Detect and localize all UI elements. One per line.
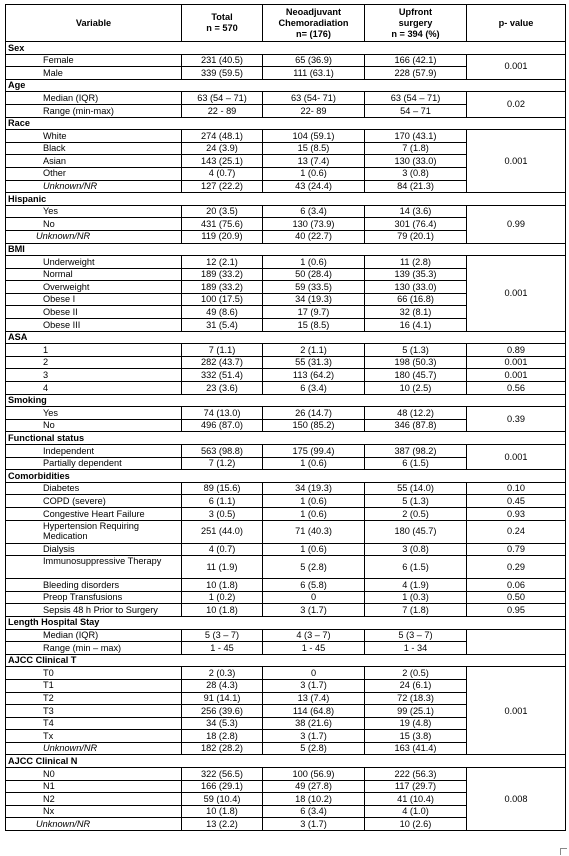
row-label: Dialysis: [6, 543, 182, 556]
cell-total: 182 (28.2): [182, 742, 263, 755]
row-label: Sepsis 48 h Prior to Surgery: [6, 604, 182, 617]
cell-pvalue: 0.95: [467, 604, 566, 617]
cell-neoadjuvant: 15 (8.5): [263, 319, 365, 332]
section-row: [6, 616, 566, 629]
cell-total: 28 (4.3): [182, 679, 263, 692]
cell-total: 189 (33.2): [182, 281, 263, 294]
cell-total: 24 (3.9): [182, 142, 263, 155]
cell-total: 10 (1.8): [182, 805, 263, 818]
header-row: [6, 5, 566, 42]
section-title: ASA: [6, 331, 566, 344]
section-title: Sex: [6, 42, 566, 55]
cell-upfront: 41 (10.4): [365, 793, 467, 806]
cell-upfront: 5 (3 – 7): [365, 629, 467, 642]
cell-total: 1 - 45: [182, 642, 263, 655]
header-neoadjuvant: [263, 5, 365, 42]
header-neo-line3: n= (176): [296, 28, 331, 39]
section-title: Functional status: [6, 432, 566, 445]
cell-upfront: 79 (20.1): [365, 230, 467, 243]
cell-neoadjuvant: 15 (8.5): [263, 142, 365, 155]
section-title: Length Hospital Stay: [6, 616, 566, 629]
cell-pvalue: 0.45: [467, 495, 566, 508]
cell-total: 23 (3.6): [182, 382, 263, 395]
cell-upfront: 228 (57.9): [365, 67, 467, 80]
header-up-line1: Upfront: [398, 6, 433, 17]
cell-neoadjuvant: 1 (0.6): [263, 256, 365, 269]
cell-neoadjuvant: 6 (3.4): [263, 205, 365, 218]
cell-neoadjuvant: 49 (27.8): [263, 780, 365, 793]
cell-neoadjuvant: 130 (73.9): [263, 218, 365, 231]
cell-upfront: 10 (2.6): [365, 818, 467, 831]
section-title: Comorbidities: [6, 470, 566, 483]
cell-upfront: 2 (0.5): [365, 507, 467, 520]
cell-neoadjuvant: 22- 89: [263, 104, 365, 117]
cell-pvalue: 0.50: [467, 591, 566, 604]
cell-neoadjuvant: 100 (56.9): [263, 768, 365, 781]
cell-total: 231 (40.5): [182, 54, 263, 67]
cell-upfront: 72 (18.3): [365, 692, 467, 705]
row-label: T0: [6, 667, 182, 680]
cell-total: 143 (25.1): [182, 155, 263, 168]
cell-total: 339 (59.5): [182, 67, 263, 80]
cell-neoadjuvant: 3 (1.7): [263, 604, 365, 617]
row-label: Range (min – max): [6, 642, 182, 655]
cell-neoadjuvant: 38 (21.6): [263, 717, 365, 730]
cell-neoadjuvant: 1 (0.6): [263, 507, 365, 520]
cell-upfront: 1 - 34: [365, 642, 467, 655]
cell-upfront: 55 (14.0): [365, 482, 467, 495]
cell-total: 74 (13.0): [182, 407, 263, 420]
cell-upfront: 130 (33.0): [365, 281, 467, 294]
cell-upfront: 54 – 71: [365, 104, 467, 117]
cell-upfront: 6 (1.5): [365, 556, 467, 579]
row-label: Independent: [6, 445, 182, 458]
cell-total: 11 (1.9): [182, 556, 263, 579]
cell-total: 274 (48.1): [182, 130, 263, 143]
table-row: [6, 543, 566, 556]
cell-neoadjuvant: 175 (99.4): [263, 445, 365, 458]
cell-total: 7 (1.2): [182, 457, 263, 470]
cell-upfront: 387 (98.2): [365, 445, 467, 458]
cell-pvalue: 0.001: [467, 256, 566, 332]
section-row: [6, 470, 566, 483]
cell-neoadjuvant: 104 (59.1): [263, 130, 365, 143]
cell-neoadjuvant: 26 (14.7): [263, 407, 365, 420]
cell-neoadjuvant: 6 (3.4): [263, 805, 365, 818]
header-neo-line1: Neoadjuvant: [285, 6, 342, 17]
row-label: 3: [6, 369, 182, 382]
cell-neoadjuvant: 40 (22.7): [263, 230, 365, 243]
section-title: AJCC Clinical N: [6, 755, 566, 768]
row-label: Unknown/NR: [6, 818, 182, 831]
row-label: Range (min-max): [6, 104, 182, 117]
row-label: Underweight: [6, 256, 182, 269]
cell-total: 119 (20.9): [182, 230, 263, 243]
table-row: [6, 579, 566, 592]
cell-total: 12 (2.1): [182, 256, 263, 269]
row-label: Unknown/NR: [6, 230, 182, 243]
row-label: Obese III: [6, 319, 182, 332]
cell-total: 127 (22.2): [182, 180, 263, 193]
cell-neoadjuvant: 150 (85.2): [263, 419, 365, 432]
row-label: Unknown/NR: [6, 742, 182, 755]
cell-upfront: 10 (2.5): [365, 382, 467, 395]
cell-total: 4 (0.7): [182, 167, 263, 180]
row-label: Nx: [6, 805, 182, 818]
cell-neoadjuvant: 114 (64.8): [263, 705, 365, 718]
cell-upfront: 180 (45.7): [365, 520, 467, 543]
cell-neoadjuvant: 1 (0.6): [263, 457, 365, 470]
table-row: [6, 520, 566, 543]
table-row: [6, 591, 566, 604]
cell-total: 59 (10.4): [182, 793, 263, 806]
row-label: T4: [6, 717, 182, 730]
cell-neoadjuvant: 18 (10.2): [263, 793, 365, 806]
table-row: [6, 54, 566, 67]
cell-total: 18 (2.8): [182, 730, 263, 743]
cell-total: 31 (5.4): [182, 319, 263, 332]
table-row: [6, 344, 566, 357]
cell-pvalue: 0.89: [467, 344, 566, 357]
cell-pvalue: 0.008: [467, 768, 566, 831]
cell-pvalue: 0.79: [467, 543, 566, 556]
section-row: [6, 243, 566, 256]
cell-neoadjuvant: 17 (9.7): [263, 306, 365, 319]
table-row: [6, 130, 566, 143]
row-label: N1: [6, 780, 182, 793]
cell-neoadjuvant: 1 (0.6): [263, 543, 365, 556]
cell-upfront: 4 (1.9): [365, 579, 467, 592]
section-row: [6, 193, 566, 206]
cell-upfront: 3 (0.8): [365, 167, 467, 180]
header-up-line2: surgery: [398, 17, 433, 28]
row-label: Median (IQR): [6, 92, 182, 105]
cell-upfront: 63 (54 – 71): [365, 92, 467, 105]
cell-upfront: 16 (4.1): [365, 319, 467, 332]
row-label: 1: [6, 344, 182, 357]
cell-neoadjuvant: 0: [263, 667, 365, 680]
cell-upfront: 163 (41.4): [365, 742, 467, 755]
row-label: Male: [6, 67, 182, 80]
cell-upfront: 11 (2.8): [365, 256, 467, 269]
cell-pvalue: 0.001: [467, 130, 566, 193]
cell-upfront: 301 (76.4): [365, 218, 467, 231]
row-label: Obese I: [6, 293, 182, 306]
cell-neoadjuvant: 1 (0.6): [263, 495, 365, 508]
row-label: No: [6, 218, 182, 231]
cell-total: 5 (3 – 7): [182, 629, 263, 642]
section-row: [6, 654, 566, 667]
cell-total: 22 - 89: [182, 104, 263, 117]
cell-neoadjuvant: 43 (24.4): [263, 180, 365, 193]
cell-pvalue: 0.99: [467, 205, 566, 243]
row-label: Tx: [6, 730, 182, 743]
cell-total: 100 (17.5): [182, 293, 263, 306]
cell-pvalue: 0.001: [467, 445, 566, 470]
table-row: [6, 256, 566, 269]
row-label: Preop Transfusions: [6, 591, 182, 604]
cell-upfront: 3 (0.8): [365, 543, 467, 556]
row-label: Yes: [6, 205, 182, 218]
row-label: Median (IQR): [6, 629, 182, 642]
cell-total: 251 (44.0): [182, 520, 263, 543]
section-row: [6, 117, 566, 130]
section-row: [6, 79, 566, 92]
cell-total: 49 (8.6): [182, 306, 263, 319]
cell-neoadjuvant: 6 (5.8): [263, 579, 365, 592]
cell-total: 166 (29.1): [182, 780, 263, 793]
cell-pvalue: [467, 629, 566, 654]
cell-total: 13 (2.2): [182, 818, 263, 831]
row-label: N0: [6, 768, 182, 781]
row-label: Obese II: [6, 306, 182, 319]
cell-neoadjuvant: 55 (31.3): [263, 356, 365, 369]
header-neo-line2: Chemoradiation: [278, 17, 349, 28]
section-title: Hispanic: [6, 193, 566, 206]
cell-pvalue: 0.001: [467, 369, 566, 382]
cell-total: 63 (54 – 71): [182, 92, 263, 105]
cell-pvalue: 0.10: [467, 482, 566, 495]
cell-total: 3 (0.5): [182, 507, 263, 520]
table-row: [6, 369, 566, 382]
cell-neoadjuvant: 6 (3.4): [263, 382, 365, 395]
cell-upfront: 198 (50.3): [365, 356, 467, 369]
cell-neoadjuvant: 5 (2.8): [263, 556, 365, 579]
cell-neoadjuvant: 13 (7.4): [263, 155, 365, 168]
section-title: Smoking: [6, 394, 566, 407]
header-total-line2: n = 570: [206, 23, 238, 33]
cell-neoadjuvant: 1 - 45: [263, 642, 365, 655]
cell-total: 563 (98.8): [182, 445, 263, 458]
row-label: Female: [6, 54, 182, 67]
resize-corner-icon: [560, 848, 567, 855]
cell-pvalue: 0.24: [467, 520, 566, 543]
cell-total: 4 (0.7): [182, 543, 263, 556]
cell-neoadjuvant: 3 (1.7): [263, 818, 365, 831]
row-label: Congestive Heart Failure: [6, 507, 182, 520]
cell-upfront: 32 (8.1): [365, 306, 467, 319]
row-label: Partially dependent: [6, 457, 182, 470]
cell-upfront: 6 (1.5): [365, 457, 467, 470]
cell-neoadjuvant: 1 (0.6): [263, 167, 365, 180]
row-label: Immunosuppressive Therapy: [6, 556, 182, 579]
row-label: Other: [6, 167, 182, 180]
cell-upfront: 99 (25.1): [365, 705, 467, 718]
cell-upfront: 15 (3.8): [365, 730, 467, 743]
table-row: [6, 205, 566, 218]
table-row: [6, 667, 566, 680]
table-row: [6, 445, 566, 458]
cell-neoadjuvant: 13 (7.4): [263, 692, 365, 705]
cell-total: 10 (1.8): [182, 604, 263, 617]
table-row: [6, 556, 566, 579]
cell-pvalue: 0.06: [467, 579, 566, 592]
cell-neoadjuvant: 5 (2.8): [263, 742, 365, 755]
cell-neoadjuvant: 34 (19.3): [263, 293, 365, 306]
cell-total: 91 (14.1): [182, 692, 263, 705]
table-row: [6, 604, 566, 617]
cell-pvalue: 0.39: [467, 407, 566, 432]
cell-neoadjuvant: 111 (63.1): [263, 67, 365, 80]
cell-neoadjuvant: 3 (1.7): [263, 730, 365, 743]
cell-upfront: 7 (1.8): [365, 604, 467, 617]
cell-pvalue: 0.001: [467, 356, 566, 369]
row-label: N2: [6, 793, 182, 806]
section-title: Race: [6, 117, 566, 130]
cell-neoadjuvant: 50 (28.4): [263, 268, 365, 281]
section-title: BMI: [6, 243, 566, 256]
row-label: COPD (severe): [6, 495, 182, 508]
cell-upfront: 66 (16.8): [365, 293, 467, 306]
section-title: AJCC Clinical T: [6, 654, 566, 667]
table-row: [6, 92, 566, 105]
cell-upfront: 2 (0.5): [365, 667, 467, 680]
row-label: T1: [6, 679, 182, 692]
cell-total: 10 (1.8): [182, 579, 263, 592]
table-row: [6, 629, 566, 642]
header-total: [182, 5, 263, 42]
cell-total: 34 (5.3): [182, 717, 263, 730]
cell-upfront: 5 (1.3): [365, 344, 467, 357]
row-label: Hypertension Requiring Medication: [6, 520, 182, 543]
section-row: [6, 331, 566, 344]
cell-total: 496 (87.0): [182, 419, 263, 432]
cell-neoadjuvant: 65 (36.9): [263, 54, 365, 67]
row-label: Diabetes: [6, 482, 182, 495]
cell-neoadjuvant: 34 (19.3): [263, 482, 365, 495]
row-label: T3: [6, 705, 182, 718]
cell-total: 282 (43.7): [182, 356, 263, 369]
cell-neoadjuvant: 113 (64.2): [263, 369, 365, 382]
cell-upfront: 180 (45.7): [365, 369, 467, 382]
cell-upfront: 19 (4.8): [365, 717, 467, 730]
cell-total: 2 (0.3): [182, 667, 263, 680]
cell-neoadjuvant: 63 (54- 71): [263, 92, 365, 105]
cell-pvalue: 0.56: [467, 382, 566, 395]
cell-total: 6 (1.1): [182, 495, 263, 508]
table-row: [6, 507, 566, 520]
cell-pvalue: 0.02: [467, 92, 566, 117]
section-row: [6, 432, 566, 445]
section-row: [6, 42, 566, 55]
cell-upfront: 7 (1.8): [365, 142, 467, 155]
cell-pvalue: 0.001: [467, 667, 566, 755]
cell-upfront: 84 (21.3): [365, 180, 467, 193]
section-row: [6, 394, 566, 407]
cell-upfront: 1 (0.3): [365, 591, 467, 604]
cell-neoadjuvant: 2 (1.1): [263, 344, 365, 357]
row-label: No: [6, 419, 182, 432]
header-up-line3: n = 394 (%): [391, 28, 440, 39]
cell-neoadjuvant: 4 (3 – 7): [263, 629, 365, 642]
section-row: [6, 755, 566, 768]
row-label: T2: [6, 692, 182, 705]
header-upfront: [365, 5, 467, 42]
cell-pvalue: 0.93: [467, 507, 566, 520]
cell-upfront: 346 (87.8): [365, 419, 467, 432]
cell-upfront: 14 (3.6): [365, 205, 467, 218]
cell-neoadjuvant: 59 (33.5): [263, 281, 365, 294]
cell-upfront: 170 (43.1): [365, 130, 467, 143]
cell-pvalue: 0.001: [467, 54, 566, 79]
header-variable: Variable: [6, 5, 182, 42]
cell-total: 332 (51.4): [182, 369, 263, 382]
cell-total: 189 (33.2): [182, 268, 263, 281]
row-label: 2: [6, 356, 182, 369]
row-label: Black: [6, 142, 182, 155]
cell-total: 1 (0.2): [182, 591, 263, 604]
row-label: Bleeding disorders: [6, 579, 182, 592]
row-label: Yes: [6, 407, 182, 420]
header-pvalue: p- value: [467, 5, 566, 42]
cell-upfront: 166 (42.1): [365, 54, 467, 67]
cell-neoadjuvant: 0: [263, 591, 365, 604]
cell-upfront: 130 (33.0): [365, 155, 467, 168]
cell-upfront: 222 (56.3): [365, 768, 467, 781]
cell-total: 322 (56.5): [182, 768, 263, 781]
cell-pvalue: 0.29: [467, 556, 566, 579]
table-row: [6, 356, 566, 369]
cell-upfront: 139 (35.3): [365, 268, 467, 281]
cell-total: 256 (39.6): [182, 705, 263, 718]
table-body: [6, 42, 566, 831]
table-row: [6, 407, 566, 420]
row-label: 4: [6, 382, 182, 395]
characteristics-table: [5, 4, 566, 831]
cell-total: 89 (15.6): [182, 482, 263, 495]
table-row: [6, 382, 566, 395]
cell-total: 7 (1.1): [182, 344, 263, 357]
row-label: Unknown/NR: [6, 180, 182, 193]
cell-total: 20 (3.5): [182, 205, 263, 218]
cell-neoadjuvant: 3 (1.7): [263, 679, 365, 692]
cell-upfront: 24 (6.1): [365, 679, 467, 692]
row-label: Overweight: [6, 281, 182, 294]
table-row: [6, 482, 566, 495]
cell-upfront: 4 (1.0): [365, 805, 467, 818]
cell-total: 431 (75.6): [182, 218, 263, 231]
table-row: [6, 495, 566, 508]
table-row: [6, 768, 566, 781]
header-total-line1: Total: [211, 12, 233, 22]
cell-upfront: 48 (12.2): [365, 407, 467, 420]
section-title: Age: [6, 79, 566, 92]
row-label: Asian: [6, 155, 182, 168]
cell-upfront: 117 (29.7): [365, 780, 467, 793]
row-label: White: [6, 130, 182, 143]
cell-upfront: 5 (1.3): [365, 495, 467, 508]
row-label: Normal: [6, 268, 182, 281]
cell-neoadjuvant: 71 (40.3): [263, 520, 365, 543]
